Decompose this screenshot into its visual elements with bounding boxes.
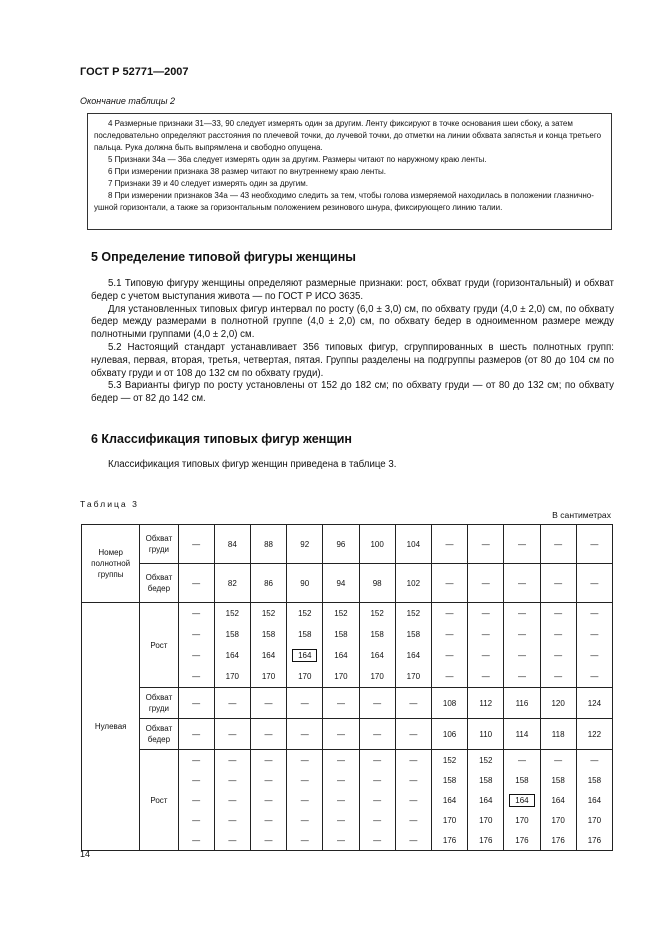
table-cell: 152 bbox=[287, 603, 323, 625]
table3-unit: В сантиметрах bbox=[552, 510, 611, 520]
table-cell: — bbox=[540, 645, 576, 666]
table-cell: 88 bbox=[250, 525, 286, 564]
table-cell: 170 bbox=[395, 666, 431, 688]
table-cell: 170 bbox=[359, 666, 395, 688]
paragraph-6: Классификация типовых фигур женщин приведена в таблице 3. bbox=[108, 459, 397, 470]
table-cell: — bbox=[576, 603, 612, 625]
table-cell: — bbox=[287, 810, 323, 830]
table-row bbox=[82, 688, 613, 719]
table-cell: — bbox=[540, 564, 576, 603]
table-cell: 124 bbox=[576, 688, 612, 719]
table-cell: — bbox=[576, 666, 612, 688]
table-cell: — bbox=[576, 750, 612, 771]
table-cell: 102 bbox=[395, 564, 431, 603]
highlighted-value: 164 bbox=[509, 794, 534, 807]
table-cell: 164 bbox=[323, 645, 359, 666]
table-cell: 92 bbox=[287, 525, 323, 564]
table-cell: — bbox=[468, 564, 504, 603]
table-cell: 176 bbox=[504, 830, 540, 851]
table-cell: 158 bbox=[214, 624, 250, 645]
table-cell: — bbox=[323, 750, 359, 771]
chest-header: Обхват груди bbox=[140, 525, 178, 564]
table-cell: — bbox=[178, 770, 214, 790]
table-cell: — bbox=[504, 666, 540, 688]
table-cell: — bbox=[323, 790, 359, 810]
table-cell: — bbox=[250, 830, 286, 851]
table-cell: — bbox=[359, 750, 395, 771]
table-cell: 158 bbox=[576, 770, 612, 790]
table-cell: — bbox=[395, 810, 431, 830]
table-cell: — bbox=[395, 830, 431, 851]
table-cell: — bbox=[250, 770, 286, 790]
table3-caption: Таблица 3 bbox=[80, 499, 139, 509]
table-cell: 176 bbox=[576, 830, 612, 851]
table-cell: — bbox=[323, 770, 359, 790]
table-cell: — bbox=[323, 830, 359, 851]
table-cell: — bbox=[178, 525, 214, 564]
table-cell: — bbox=[468, 666, 504, 688]
table-cell: — bbox=[323, 688, 359, 719]
table-cell: — bbox=[540, 750, 576, 771]
table-cell: 158 bbox=[359, 624, 395, 645]
table-cell: 164 bbox=[468, 790, 504, 810]
table-cell: 82 bbox=[214, 564, 250, 603]
table-cell: — bbox=[359, 719, 395, 750]
table-cell: 152 bbox=[468, 750, 504, 771]
table-cell: 176 bbox=[468, 830, 504, 851]
hip-header: Обхват бедер bbox=[140, 564, 178, 603]
table-cell: — bbox=[178, 624, 214, 645]
table-cell: — bbox=[576, 624, 612, 645]
table-header-row bbox=[82, 564, 613, 603]
table-cell: 114 bbox=[504, 719, 540, 750]
table-cell: 120 bbox=[540, 688, 576, 719]
table-cell: — bbox=[214, 770, 250, 790]
table-cell: 170 bbox=[504, 810, 540, 830]
table-cell: 152 bbox=[250, 603, 286, 625]
table-cell: 96 bbox=[323, 525, 359, 564]
chest-label: Обхват груди bbox=[140, 688, 178, 719]
table-cell: 158 bbox=[540, 770, 576, 790]
table-cell: 122 bbox=[576, 719, 612, 750]
table-cell: — bbox=[468, 624, 504, 645]
table-cell: — bbox=[214, 810, 250, 830]
table-cell: — bbox=[214, 688, 250, 719]
table-cell: — bbox=[287, 688, 323, 719]
table-cell: — bbox=[431, 564, 467, 603]
table-row bbox=[82, 603, 613, 625]
table-cell: — bbox=[178, 603, 214, 625]
rost-label: Рост bbox=[140, 750, 178, 851]
paragraph-5-1: 5.1 Типовую фигуру женщины определяют размерные признаки: рост, обхват груди (горизонтальный) и обхват бедер с учетом выступания живота — по ГОСТ Р ИСО 3635. bbox=[91, 278, 614, 302]
table-cell: — bbox=[287, 750, 323, 771]
table-cell: 158 bbox=[431, 770, 467, 790]
table-cell: — bbox=[214, 719, 250, 750]
table-cell: 164 bbox=[395, 645, 431, 666]
table-cell: — bbox=[287, 770, 323, 790]
table-cell: — bbox=[504, 603, 540, 625]
table-cell: — bbox=[178, 830, 214, 851]
table-cell: 100 bbox=[359, 525, 395, 564]
section-5-body bbox=[91, 278, 614, 406]
table-cell: — bbox=[540, 525, 576, 564]
table-cell: — bbox=[395, 719, 431, 750]
table-cell: — bbox=[504, 750, 540, 771]
table-cell: 152 bbox=[214, 603, 250, 625]
table-cell: — bbox=[468, 525, 504, 564]
table-cell: 170 bbox=[431, 810, 467, 830]
table-cell: — bbox=[576, 525, 612, 564]
highlighted-value: 164 bbox=[292, 649, 317, 662]
note-5: 5 Признаки 34а — 36а следует измерять один за другим. Размеры читают по наружному краю ленты. bbox=[108, 155, 487, 164]
section-6-heading: 6 Классификация типовых фигур женщин bbox=[91, 432, 352, 446]
table-cell: — bbox=[540, 603, 576, 625]
table-cell: — bbox=[395, 770, 431, 790]
table-cell: — bbox=[468, 645, 504, 666]
table-cell: — bbox=[504, 525, 540, 564]
table-cell: 152 bbox=[323, 603, 359, 625]
table-cell: 164 bbox=[540, 790, 576, 810]
group-header: Номер полнотной группы bbox=[82, 525, 140, 603]
table-cell: 170 bbox=[214, 666, 250, 688]
table-cell: — bbox=[359, 770, 395, 790]
table-cell: — bbox=[214, 790, 250, 810]
table-cell: — bbox=[359, 790, 395, 810]
table-cell: — bbox=[250, 810, 286, 830]
table-cell: — bbox=[250, 790, 286, 810]
table-cell: — bbox=[540, 666, 576, 688]
table-cell: — bbox=[504, 645, 540, 666]
table-cell: — bbox=[178, 719, 214, 750]
table-cell: 164 bbox=[431, 790, 467, 810]
table-cell: 106 bbox=[431, 719, 467, 750]
table-cell: 158 bbox=[250, 624, 286, 645]
paragraph-5-3: 5.3 Варианты фигур по росту установлены от 152 до 182 см; по обхвату груди — от 80 до 132 см; по обхвату бедер — от 82 до 142 см. bbox=[91, 380, 614, 405]
table-cell: 170 bbox=[250, 666, 286, 688]
table-cell: — bbox=[576, 564, 612, 603]
table-cell: — bbox=[323, 810, 359, 830]
table-cell: — bbox=[395, 790, 431, 810]
table-cell: — bbox=[214, 750, 250, 771]
table-cell: 158 bbox=[395, 624, 431, 645]
table-cell: — bbox=[178, 810, 214, 830]
table-cell: — bbox=[395, 750, 431, 771]
table-cell: 170 bbox=[576, 810, 612, 830]
table-cell: 118 bbox=[540, 719, 576, 750]
note-6: 6 При измерении признака 38 размер читают по внутреннему краю ленты. bbox=[108, 167, 386, 176]
table-cell: 158 bbox=[323, 624, 359, 645]
table-cell: — bbox=[431, 645, 467, 666]
table-cell: — bbox=[431, 603, 467, 625]
table-cell bbox=[504, 790, 540, 810]
table-cell: — bbox=[178, 645, 214, 666]
table-cell: — bbox=[178, 688, 214, 719]
table-row bbox=[82, 750, 613, 771]
table-cell: 108 bbox=[431, 688, 467, 719]
table-cell: 164 bbox=[250, 645, 286, 666]
table-cell: 176 bbox=[431, 830, 467, 851]
table-cell: 110 bbox=[468, 719, 504, 750]
table2-caption: Окончание таблицы 2 bbox=[80, 96, 175, 106]
table-cell: — bbox=[178, 790, 214, 810]
table-cell: — bbox=[504, 564, 540, 603]
table-row bbox=[82, 719, 613, 750]
table-cell: 158 bbox=[468, 770, 504, 790]
table2-notes bbox=[87, 113, 612, 230]
table-cell: 116 bbox=[504, 688, 540, 719]
hip-label: Обхват бедер bbox=[140, 719, 178, 750]
table-cell bbox=[287, 645, 323, 666]
paragraph-5-2: 5.2 Настоящий стандарт устанавливает 356 типовых фигур, сгруппированных в шесть полнотных групп: нулевая, первая, вторая, третья, четвертая, пятая. Группы разделены на подгруппы размеров (от 80 до 104 см по обхвату груди и от 108 до 132 см по обхвату груди). bbox=[91, 341, 614, 379]
table-cell: — bbox=[214, 830, 250, 851]
table-cell: 152 bbox=[359, 603, 395, 625]
table-cell: — bbox=[178, 750, 214, 771]
table-cell: 170 bbox=[323, 666, 359, 688]
table-cell: 152 bbox=[431, 750, 467, 771]
table-cell: — bbox=[431, 624, 467, 645]
note-7: 7 Признаки 39 и 40 следует измерять один за другим. bbox=[108, 179, 308, 188]
table-header-row bbox=[82, 525, 613, 564]
section-5-heading: 5 Определение типовой фигуры женщины bbox=[91, 250, 356, 264]
table-cell: 170 bbox=[468, 810, 504, 830]
section-6-body bbox=[91, 459, 614, 472]
table-cell: — bbox=[323, 719, 359, 750]
table-cell: 164 bbox=[359, 645, 395, 666]
table-cell: — bbox=[178, 666, 214, 688]
table-cell: 86 bbox=[250, 564, 286, 603]
table-cell: — bbox=[287, 830, 323, 851]
table-cell: — bbox=[504, 624, 540, 645]
table-cell: 176 bbox=[540, 830, 576, 851]
table-cell: 98 bbox=[359, 564, 395, 603]
note-4: 4 Размерные признаки 31—33, 90 следует измерять один за другим. Ленту фиксируют в точке основания шеи сбоку, а затем последовательно определяют расстояния по плечевой точки, до лучевой точки, до отметки на линии обхвата запястья и конца третьего пальца. Рука должна быть выпрямлена и свободно опущена. bbox=[94, 119, 602, 152]
rost-label: Рост bbox=[140, 603, 178, 688]
table-cell: — bbox=[287, 719, 323, 750]
table-cell: — bbox=[540, 624, 576, 645]
document-header: ГОСТ Р 52771—2007 bbox=[80, 66, 189, 78]
table3 bbox=[81, 524, 613, 851]
table-cell: — bbox=[359, 830, 395, 851]
table-cell: — bbox=[431, 525, 467, 564]
table-cell: — bbox=[250, 719, 286, 750]
table-cell: — bbox=[178, 564, 214, 603]
table-cell: — bbox=[468, 603, 504, 625]
table-cell: — bbox=[395, 688, 431, 719]
table-cell: 164 bbox=[576, 790, 612, 810]
table-cell: — bbox=[250, 750, 286, 771]
table-cell: 170 bbox=[287, 666, 323, 688]
table-cell: — bbox=[359, 810, 395, 830]
table-cell: — bbox=[359, 688, 395, 719]
table-cell: 112 bbox=[468, 688, 504, 719]
table-cell: 104 bbox=[395, 525, 431, 564]
paragraph-5-1-intervals: Для установленных типовых фигур интервал по росту (6,0 ± 3,0) см, по обхвату груди (4,0 ± 2,0) см, по обхвату бедер между размерами в полнотной группе (4,0 ± 2,0) см, по обхвату бедер в одноименном размере между полнотными группами (4,0 ± 2,0) см. bbox=[91, 303, 614, 341]
table-cell: 90 bbox=[287, 564, 323, 603]
table-cell: — bbox=[287, 790, 323, 810]
table-cell: — bbox=[576, 645, 612, 666]
table-cell: 170 bbox=[540, 810, 576, 830]
table-cell: 158 bbox=[504, 770, 540, 790]
page-number: 14 bbox=[80, 849, 91, 859]
table-cell: — bbox=[431, 666, 467, 688]
table-cell: 152 bbox=[395, 603, 431, 625]
note-8: 8 При измерении признаков 34а — 43 необходимо следить за тем, чтобы голова измеряемой находилась в положении глазнично-ушной горизонтали, а также за горизонтальным положением резинового шнура, фиксирующего линию талии. bbox=[94, 191, 594, 212]
table-cell: 164 bbox=[214, 645, 250, 666]
table-cell: 158 bbox=[287, 624, 323, 645]
group-name: Нулевая bbox=[82, 603, 140, 851]
table-cell: 84 bbox=[214, 525, 250, 564]
table-cell: — bbox=[250, 688, 286, 719]
table-cell: 94 bbox=[323, 564, 359, 603]
